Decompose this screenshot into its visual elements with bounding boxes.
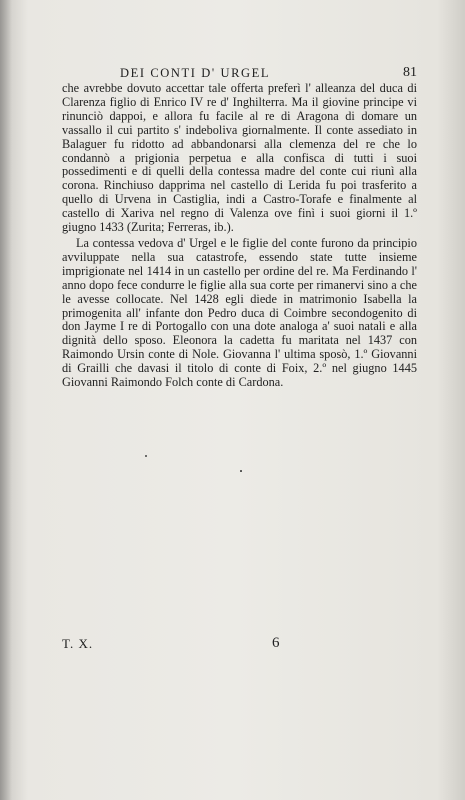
- binding-shadow: [0, 0, 12, 800]
- page-footer: [62, 636, 417, 656]
- body-text: [62, 82, 417, 390]
- page-number: 81: [403, 65, 417, 80]
- signature-mark: T. X.: [62, 636, 94, 651]
- ink-speck: [240, 470, 242, 472]
- paragraph: La contessa vedova d' Urgel e le figlie del conte furono da principio avviluppate nella sua catastrofe, essendo state tutte insieme imprigionate nel 1414 in un castello per ordine del re. Ma Ferdinando l' anno dopo fece condurre le figlie alla sua corte per rimanervi sino a che le avesse collocate. Nel 1428 egli diede in matrimonio Isabella la primogenita all' infante don Pedro duca di Coimbre secondogenito di don Jayme I re di Portogallo con una dote analoga a' suoi natali e alla dignità dello sposo. Eleonora la cadetta fu maritata nel 1437 con Raimondo Ursin conte di Nole. Giovanna l' ultima sposò, 1.º Giovanni di Grailli che davasi il titolo di conte di Foix, 2.º nel giugno 1445 Giovanni Raimondo Folch conte di Cardona.: [62, 235, 417, 390]
- running-head-title: DEI CONTI D' URGEL: [120, 66, 271, 80]
- paragraph: che avrebbe dovuto accettar tale offerta preferì l' alleanza del duca di Clarenza figlio di Enrico IV re d' Inghilterra. Ma il giovine principe vi rinunciò dappoi, e allora fu facile al re di Aragona di domare un vassallo il cui partito s' indeboliva giornalmente. Il conte assediato in Balaguer fu ridotto ad abbandonarsi alla clemenza del re che lo condannò a prigionia perpetua e alla confisca di tutti i suoi possedimenti e di quelli della contessa madre del conte cui riunì alla corona. Rinchiuso dapprima nel castello di Lerida fu poi trasferito a quello di Urvena in Castiglia, indi a Castro-Torafe e finalmente al castello di Xariva nel regno di Valenza ove finì i suoi giorni il 1.º giugno 1433 (Zurita; Ferreras, ib.).: [62, 81, 417, 235]
- ink-speck: [145, 455, 147, 457]
- signature-number: 6: [272, 635, 280, 651]
